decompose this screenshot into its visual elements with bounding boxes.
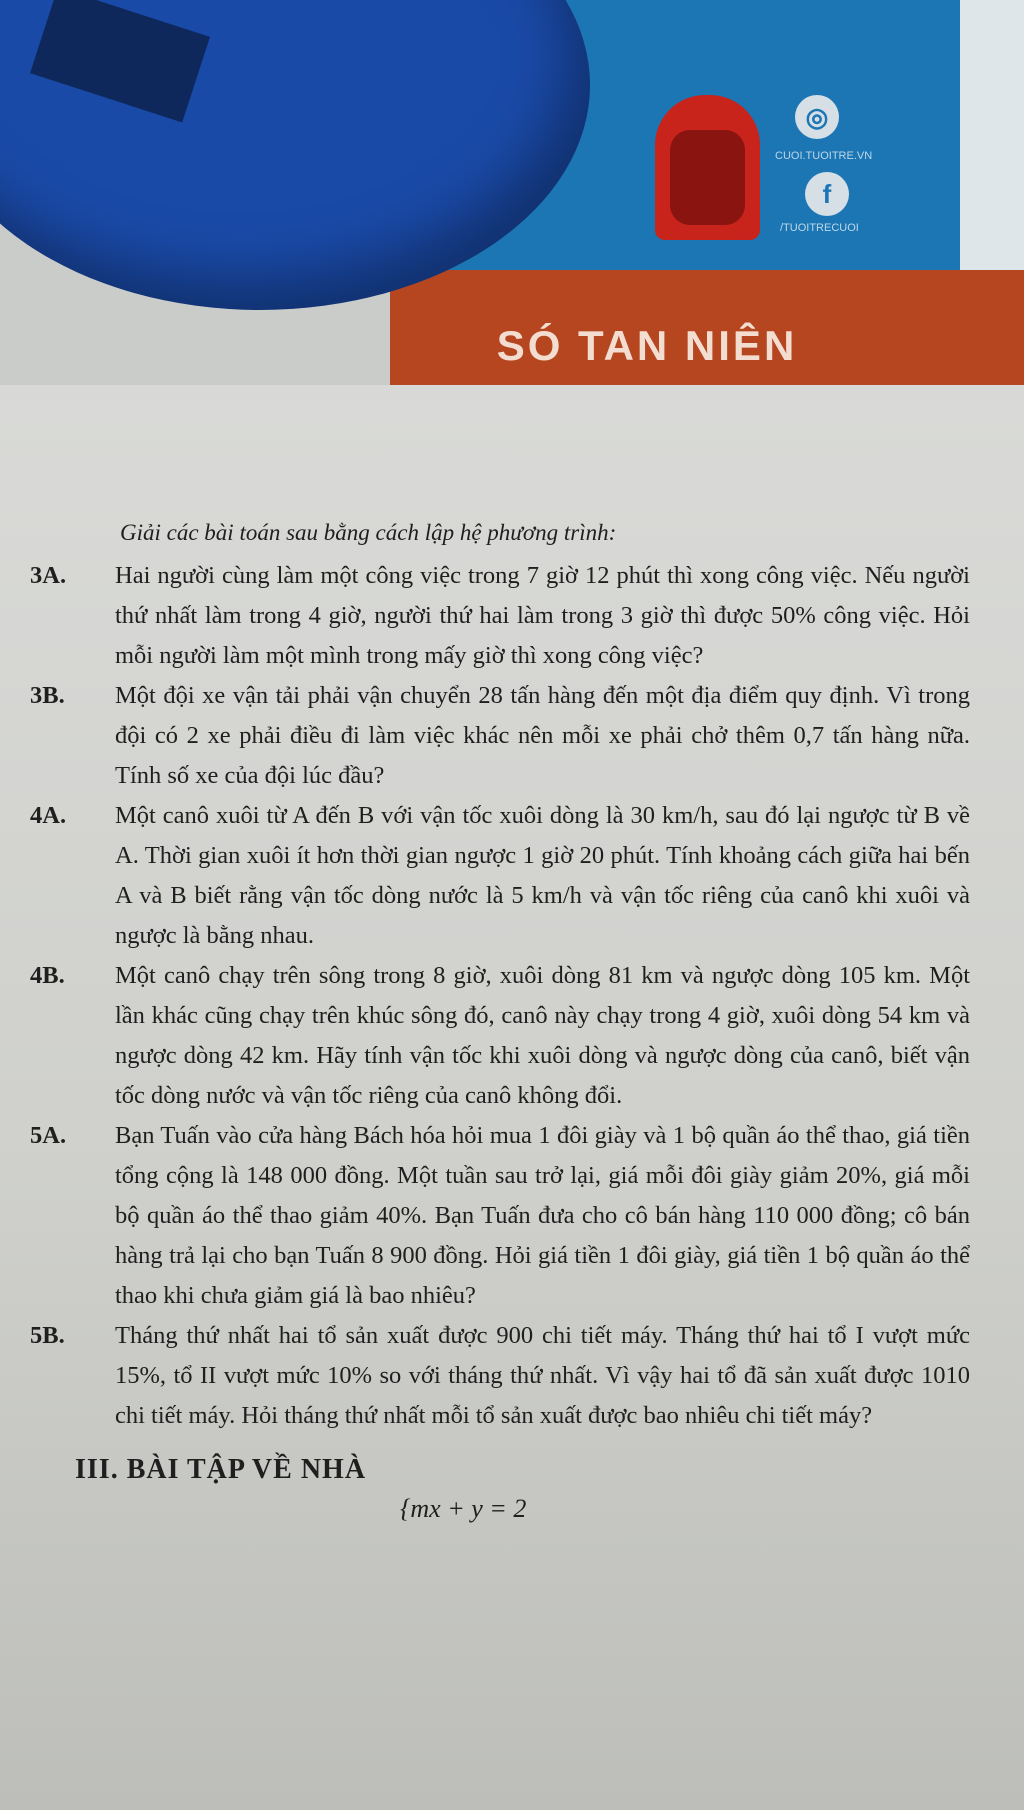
problem-text: Một canô chạy trên sông trong 8 giờ, xuôi dòng 81 km và ngược dòng 105 km. Một lần khác cũng chạy trên khúc sông đó, canô này chạy trong 4 giờ, xuôi dòng 54 km và ngược dòng 42 km. Hãy tính vận tốc khi xuôi dòng và ngược dòng của canô, biết vận tốc dòng nước và vận tốc riêng của canô không đổi. <box>115 962 970 1109</box>
banner <box>0 322 1024 370</box>
problem-label: 4A. <box>30 802 67 829</box>
social-handle-label: /TUOITRECUOI <box>780 222 859 234</box>
problem-4a <box>30 796 970 956</box>
problem-label: 5B. <box>30 1322 65 1349</box>
partial-formula: {mx + y = 2 <box>400 1494 527 1523</box>
facebook-icon: f <box>805 172 849 216</box>
problem-text: Một đội xe vận tải phải vận chuyển 28 tấn hàng đến một địa điểm quy định. Vì trong đội có 2 xe phải điều đi làm việc khác nên mỗi xe phải chở thêm 0,7 tấn hàng nữa. Tính số xe của đội lúc đầu? <box>115 682 970 789</box>
instructions: Giải các bài toán sau bằng cách lập hệ phương trình: <box>120 520 617 545</box>
section-title: III. BÀI TẬP VỀ NHÀ <box>75 1454 367 1485</box>
problem-label: 5A. <box>30 1122 67 1149</box>
book-page <box>0 400 1024 1810</box>
globe-icon: ◎ <box>795 95 839 139</box>
problem-label: 3A. <box>30 562 67 589</box>
problem-text: Hai người cùng làm một công việc trong 7 giờ 12 phút thì xong công việc. Nếu người thứ nhất làm trong 4 giờ, người thứ hai làm trong 3 giờ thì được 50% công việc. Hỏi mỗi người làm một mình trong mấy giờ thì xong công việc? <box>115 562 970 669</box>
problem-label: 3B. <box>30 682 65 709</box>
page-content <box>30 520 970 1524</box>
problem-text: Một canô xuôi từ A đến B với vận tốc xuôi dòng là 30 km/h, sau đó lại ngược từ B về A. Thời gian xuôi ít hơn thời gian ngược 1 giờ 20 phút. Tính khoảng cách giữa hai bến A và B biết rằng vận tốc dòng nước là 5 km/h và vận tốc riêng của canô khi xuôi và ngược là bằng nhau. <box>115 802 970 949</box>
problem-text: Tháng thứ nhất hai tổ sản xuất được 900 chi tiết máy. Tháng thứ hai tổ I vượt mức 15%, tổ II vượt mức 10% so với tháng thứ nhất. Vì vậy hai tổ đã sản xuất được 1010 chi tiết máy. Hỏi tháng thứ nhất mỗi tổ sản xuất được bao nhiêu chi tiết máy? <box>115 1322 970 1429</box>
problem-3a <box>30 556 970 676</box>
problem-label: 4B. <box>30 962 65 989</box>
mascot-detail <box>670 130 745 225</box>
problem-3b <box>30 676 970 796</box>
banner-title: SÓ TAN NIÊN <box>496 322 798 369</box>
problem-5b <box>30 1316 970 1436</box>
problem-text: Bạn Tuấn vào cửa hàng Bách hóa hỏi mua 1 đôi giày và 1 bộ quần áo thể thao, giá tiền tổng cộng là 148 000 đồng. Một tuần sau trở lại, giá mỗi đôi giày giảm 20%, giá mỗi bộ quần áo thể thao giảm 40%. Bạn Tuấn đưa cho cô bán hàng 110 000 đồng; cô bán hàng trả lại cho bạn Tuấn 8 900 đồng. Hỏi giá tiền 1 đôi giày, giá tiền 1 bộ quần áo thể thao khi chưa giảm giá là bao nhiêu? <box>115 1122 970 1309</box>
problem-4b <box>30 956 970 1116</box>
problem-5a <box>30 1116 970 1316</box>
social-site-label: CUOI.TUOITRE.VN <box>775 150 873 162</box>
book-cover-edge <box>960 0 1024 300</box>
